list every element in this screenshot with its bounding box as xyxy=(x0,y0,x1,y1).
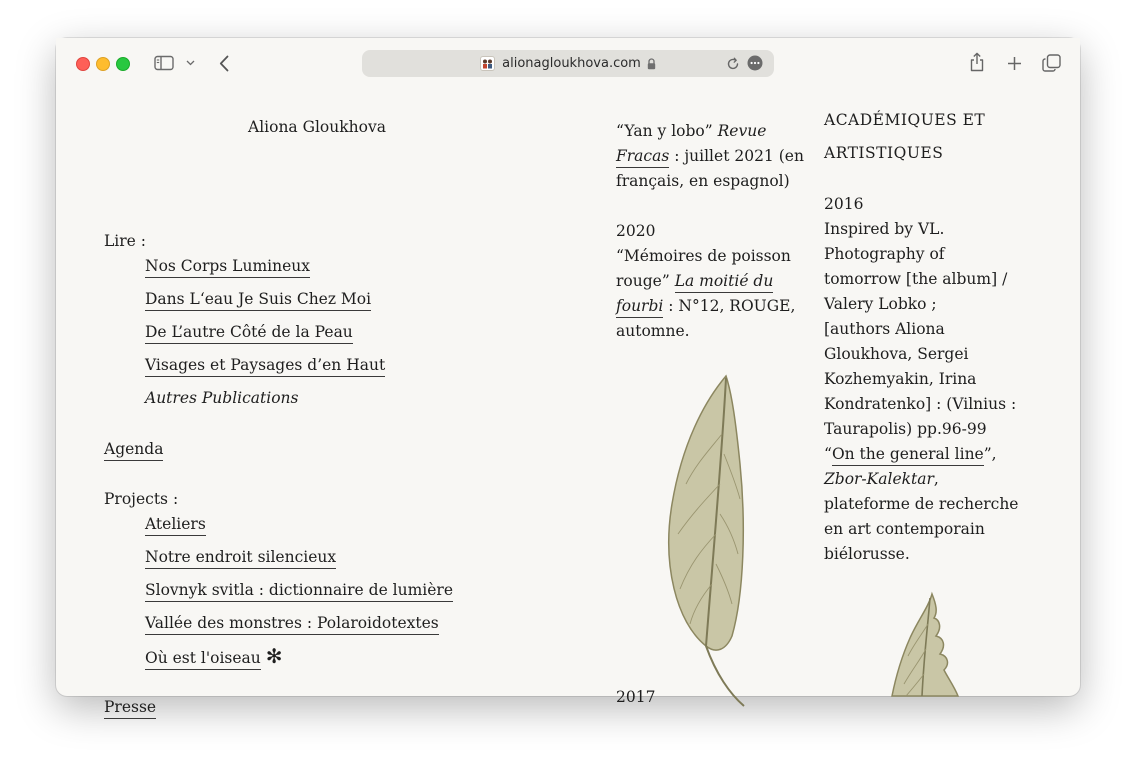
link-notre-endroit-silencieux[interactable]: Notre endroit silencieux xyxy=(145,548,336,569)
plateforme-line-3: biélorusse. xyxy=(824,545,910,563)
link-fracas[interactable]: Fracas xyxy=(616,147,669,168)
general-line-item: “On the general line”, xyxy=(824,442,997,467)
site-favicon-icon xyxy=(480,56,495,71)
close-window-button[interactable] xyxy=(76,57,90,71)
inspired-line-4: Valery Lobko ; xyxy=(824,295,937,313)
fracas-line xyxy=(616,144,804,169)
publication-title: “Yan y lobo” xyxy=(616,122,713,140)
zbor-kalektar-text: Zbor-Kalektar xyxy=(824,470,934,488)
link-la-moitie-du-fourbi[interactable]: La moitié du xyxy=(675,272,774,293)
link-ateliers[interactable]: Ateliers xyxy=(145,515,206,536)
share-icon[interactable] xyxy=(967,51,987,73)
address-bar[interactable] xyxy=(362,50,774,77)
tab-overview-icon[interactable] xyxy=(1040,53,1062,73)
url-text: alionagloukhova.com xyxy=(502,56,641,71)
rouge-issue-text: : N°12, ROUGE, xyxy=(663,297,796,315)
publication-yan-y-lobo xyxy=(616,119,766,144)
browser-toolbar xyxy=(56,38,1080,88)
leaf-illustration-2 xyxy=(888,594,968,696)
browser-window xyxy=(56,38,1080,716)
link-fourbi[interactable]: fourbi xyxy=(616,297,663,318)
section-heading-artistiques: ARTISTIQUES xyxy=(824,144,944,162)
projects-label: Projects : xyxy=(104,490,179,508)
link-nos-corps-lumineux[interactable]: Nos Corps Lumineux xyxy=(145,257,310,278)
inspired-line-5: [authors Aliona xyxy=(824,320,945,338)
link-agenda[interactable]: Agenda xyxy=(104,440,163,461)
inspired-line-9: Taurapolis) pp.96-99 xyxy=(824,420,987,438)
new-tab-plus-icon[interactable] xyxy=(1004,53,1024,73)
inspired-line-1: Inspired by VL. xyxy=(824,220,945,238)
memoires-line-1: “Mémoires de poisson xyxy=(616,247,791,265)
year-2016: 2016 xyxy=(824,195,864,213)
link-de-lautre-cote[interactable]: De L’autre Côté de la Peau xyxy=(145,323,353,344)
inspired-line-2: Photography of xyxy=(824,245,945,263)
languages-text: français, en espagnol) xyxy=(616,172,790,190)
inspired-line-3: tomorrow [the album] / xyxy=(824,270,1008,288)
year-2020: 2020 xyxy=(616,222,656,240)
zbor-line: Zbor-Kalektar, xyxy=(824,470,939,488)
more-options-icon[interactable] xyxy=(747,55,763,71)
page-content xyxy=(56,88,1080,716)
leaf-illustration-1 xyxy=(660,374,760,710)
link-dans-leau[interactable]: Dans L‘eau Je Suis Chez Moi xyxy=(145,290,371,311)
link-slovnyk-svitla[interactable]: Slovnyk svitla : dictionnaire de lumière xyxy=(145,581,453,602)
lock-icon xyxy=(647,58,656,70)
plateforme-line-1: plateforme de recherche xyxy=(824,495,1019,513)
link-on-the-general-line[interactable]: On the general line xyxy=(832,445,984,466)
site-title: Aliona Gloukhova xyxy=(248,118,386,136)
link-ou-est-loiseau[interactable]: Où est l'oiseau xyxy=(145,649,261,670)
publication-revue: Revue xyxy=(717,122,767,140)
inspired-line-7: Kozhemyakin, Irina xyxy=(824,370,977,388)
zoom-window-button[interactable] xyxy=(116,57,130,71)
automne-text: automne. xyxy=(616,322,690,340)
chevron-down-icon[interactable] xyxy=(184,57,196,69)
fracas-date: : juillet 2021 (en xyxy=(669,147,804,165)
asterisk-icon: ✻ xyxy=(265,644,283,668)
memoires-line-2 xyxy=(616,269,773,294)
year-2017-partial: 2017 xyxy=(616,688,656,706)
link-presse[interactable]: Presse xyxy=(104,698,156,719)
reload-icon[interactable] xyxy=(725,56,741,72)
memoires-rouge-text: rouge” xyxy=(616,272,670,290)
back-arrow-icon[interactable] xyxy=(216,53,232,73)
section-heading-partial: ACADÉMIQUES ET xyxy=(824,111,986,129)
link-visages-et-paysages[interactable]: Visages et Paysages d’en Haut xyxy=(145,356,385,377)
plateforme-line-2: en art contemporain xyxy=(824,520,985,538)
lire-label: Lire : xyxy=(104,232,146,250)
inspired-line-8: Kondratenko] : (Vilnius : xyxy=(824,395,1017,413)
minimize-window-button[interactable] xyxy=(96,57,110,71)
sidebar-toggle-icon[interactable] xyxy=(153,54,175,72)
inspired-line-6: Gloukhova, Sergei xyxy=(824,345,969,363)
memoires-line-3 xyxy=(616,294,795,319)
link-autres-publications[interactable]: Autres Publications xyxy=(145,389,299,407)
link-vallee-des-monstres[interactable]: Vallée des monstres : Polaroidotextes xyxy=(145,614,439,635)
